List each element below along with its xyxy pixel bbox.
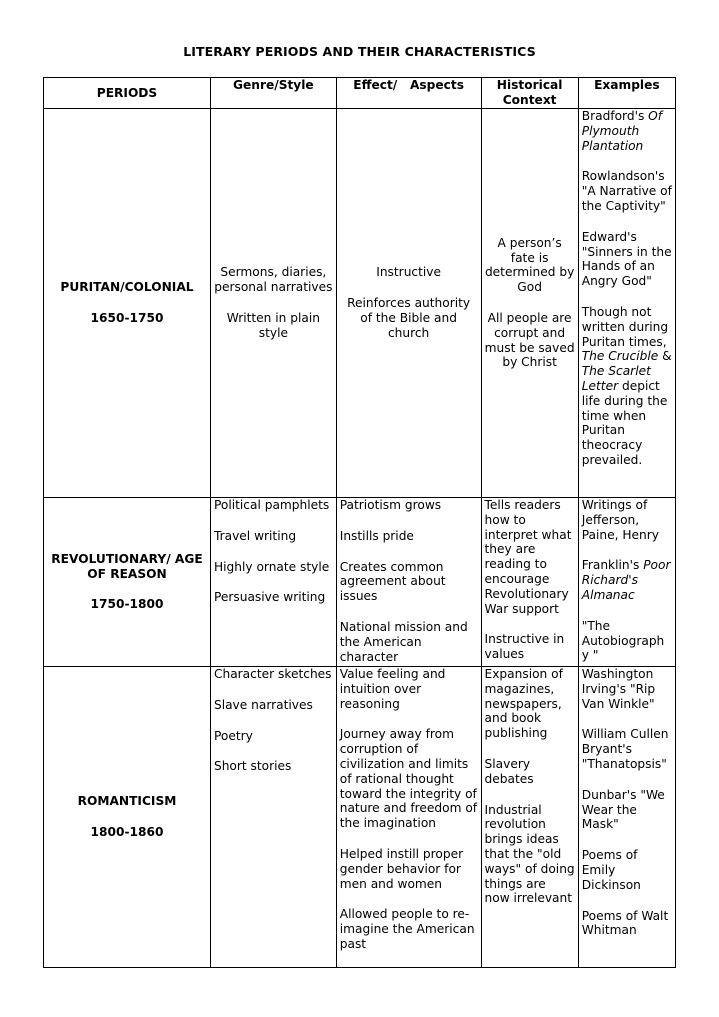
header-examples: Examples — [578, 78, 675, 109]
header-historical: Historical Context — [481, 78, 578, 109]
genre-cell — [210, 109, 336, 498]
historical-cell — [481, 667, 578, 968]
example-item: Poems of Walt Whitman — [581, 908, 669, 938]
genre-item: Poetry — [213, 728, 253, 743]
historical-cell — [481, 109, 578, 498]
genre-item: Persuasive writing — [213, 590, 326, 605]
genre-item: Travel writing — [213, 528, 297, 543]
header-periods: PERIODS — [44, 78, 211, 109]
historical-cell — [481, 498, 578, 667]
genre-cell — [210, 667, 336, 968]
genre-item: Political pamphlets — [213, 498, 330, 512]
genre-item: Highly ornate style — [213, 559, 330, 574]
header-effect: Effect/ Aspects — [336, 78, 481, 109]
effect-item: Creates common agreement about issues — [339, 559, 446, 604]
genre-item: Slave narratives — [213, 697, 313, 712]
period-dates: 1800-1860 — [90, 825, 164, 839]
historical-item: All people are corrupt and must be saved by Christ — [484, 311, 575, 370]
historical-item: Tells readers how to interpret what they are reading to encourage Revolutionary War support — [484, 498, 572, 616]
genre-item: Character sketches — [213, 667, 332, 681]
table-row-puritan — [44, 109, 676, 498]
effect-item: Instructive — [376, 265, 441, 280]
period-dates: 1650-1750 — [90, 311, 164, 325]
genre-cell — [210, 498, 336, 667]
literary-periods-table — [43, 77, 676, 968]
historical-item: Slavery debates — [484, 756, 534, 786]
examples-cell — [578, 667, 675, 968]
period-name: REVOLUTIONARY/ AGE OF REASON — [51, 551, 203, 581]
historical-item: Instructive in values — [484, 632, 565, 662]
example-item: Rowlandson's "A Narrative of the Captivity" — [581, 169, 672, 213]
effect-cell — [336, 667, 481, 968]
example-item: Edward's "Sinners in the Hands of an Angry God" — [581, 229, 672, 289]
historical-item: Expansion of magazines, newspapers, and book publishing — [484, 667, 563, 741]
period-name: ROMANTICISM — [77, 794, 177, 809]
example-item: Bradford's Of Plymouth Plantation — [581, 109, 663, 153]
effect-item: Instills pride — [339, 528, 414, 543]
effect-item: Value feeling and intuition over reasoning — [339, 667, 446, 711]
example-item: Washington Irving's "Rip Van Winkle" — [581, 667, 656, 711]
period-dates: 1750-1800 — [90, 597, 164, 612]
examples-cell — [578, 109, 675, 498]
table-row-romanticism — [44, 667, 676, 968]
effect-cell — [336, 498, 481, 667]
table-row-revolutionary — [44, 498, 676, 667]
example-item: Dunbar's "We Wear the Mask" — [581, 787, 665, 832]
example-item: Writings of Jefferson, Paine, Henry — [581, 498, 659, 542]
example-item: William Cullen Bryant's "Thanatopsis" — [581, 727, 669, 771]
example-item: Poems of Emily Dickinson — [581, 848, 641, 892]
effect-item: Reinforces authority of the Bible and church — [347, 296, 471, 340]
effect-cell — [336, 109, 481, 498]
historical-item: Industrial revolution brings ideas that the "old ways" of doing things are now irrelevant — [484, 802, 575, 906]
effect-item: Allowed people to re-imagine the American past — [339, 907, 475, 951]
genre-item: Written in plain style — [226, 311, 320, 340]
period-cell — [44, 498, 211, 667]
examples-cell — [578, 498, 675, 667]
example-item: "The Autobiograph y " — [581, 618, 665, 663]
document-title: LITERARY PERIODS AND THEIR CHARACTERISTICS — [183, 44, 536, 59]
example-item: Franklin's Poor Richard's Almanac — [581, 558, 671, 602]
effect-item: Helped instill proper gender behavior for men and women — [339, 846, 464, 891]
header-row — [44, 78, 676, 109]
effect-item: National mission and the American character — [339, 619, 468, 664]
period-name: PURITAN/COLONIAL — [60, 280, 194, 295]
period-cell — [44, 109, 211, 498]
header-genre: Genre/Style — [210, 78, 336, 109]
effect-item: Patriotism grows — [339, 498, 442, 512]
effect-item: Journey away from corruption of civilization and limits of rational thought toward the integrity of nature and freedom of the imagination — [339, 727, 478, 831]
genre-item: Sermons, diaries, personal narratives — [214, 265, 333, 295]
period-cell — [44, 667, 211, 968]
genre-item: Short stories — [213, 759, 292, 774]
historical-item: A person’s fate is determined by God — [484, 235, 575, 295]
example-item: Though not written during Puritan times, The Crucible & The Scarlet Letter depict life during the time when Puritan theocracy prevailed. — [581, 304, 672, 467]
